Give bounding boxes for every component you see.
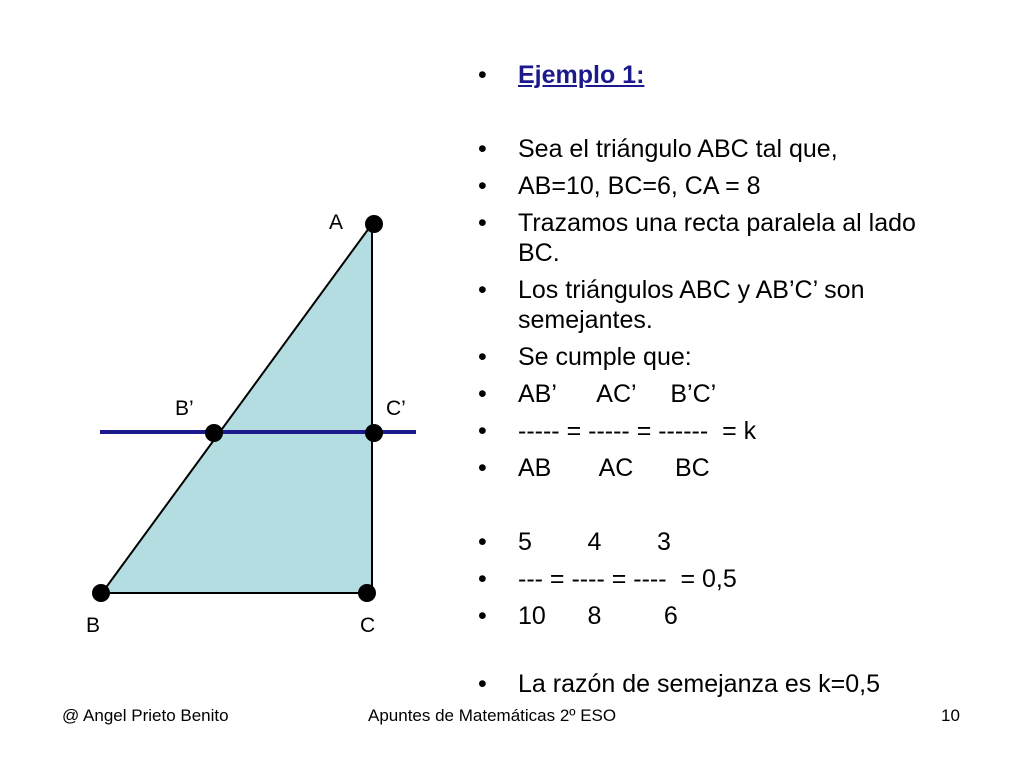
point-b-prime [205,424,223,442]
footer-page-number: 10 [941,706,960,725]
label-b: B [86,614,101,637]
list-item: • 5 4 3 [478,527,948,557]
list-item: • ----- = ----- = ------ = k [478,416,948,446]
list-item: • AB=10, BC=6, CA = 8 [478,171,948,201]
point-c [358,584,376,602]
label-a: A [329,211,344,234]
list-item: • Los triángulos ABC y AB’C’ son semejantes. [478,275,948,335]
list-item: • Sea el triángulo ABC tal que, [478,134,948,164]
point-a [365,215,383,233]
list-item: • --- = ---- = ---- = 0,5 [478,564,948,594]
point-b [92,584,110,602]
list-item: • Trazamos una recta paralela al lado BC. [478,208,948,268]
label-c: C [360,614,376,637]
triangle-abc [102,224,372,593]
label-b-prime: B’ [175,397,194,420]
footer-course: Apuntes de Matemáticas 2º ESO [368,706,617,725]
list-item: • 10 8 6 [478,601,948,631]
bullet-list [478,60,948,699]
example-heading: Ejemplo 1: [518,61,645,89]
heading-item [478,60,948,90]
label-c-prime: C’ [386,397,406,420]
list-item: • AB AC BC [478,453,948,483]
point-c-prime [365,424,383,442]
list-item: • AB’ AC’ B’C’ [478,379,948,409]
list-item: • La razón de semejanza es k=0,5 [478,669,948,699]
list-item: • Se cumple que: [478,342,948,372]
footer-author: @ Angel Prieto Benito [62,706,229,725]
